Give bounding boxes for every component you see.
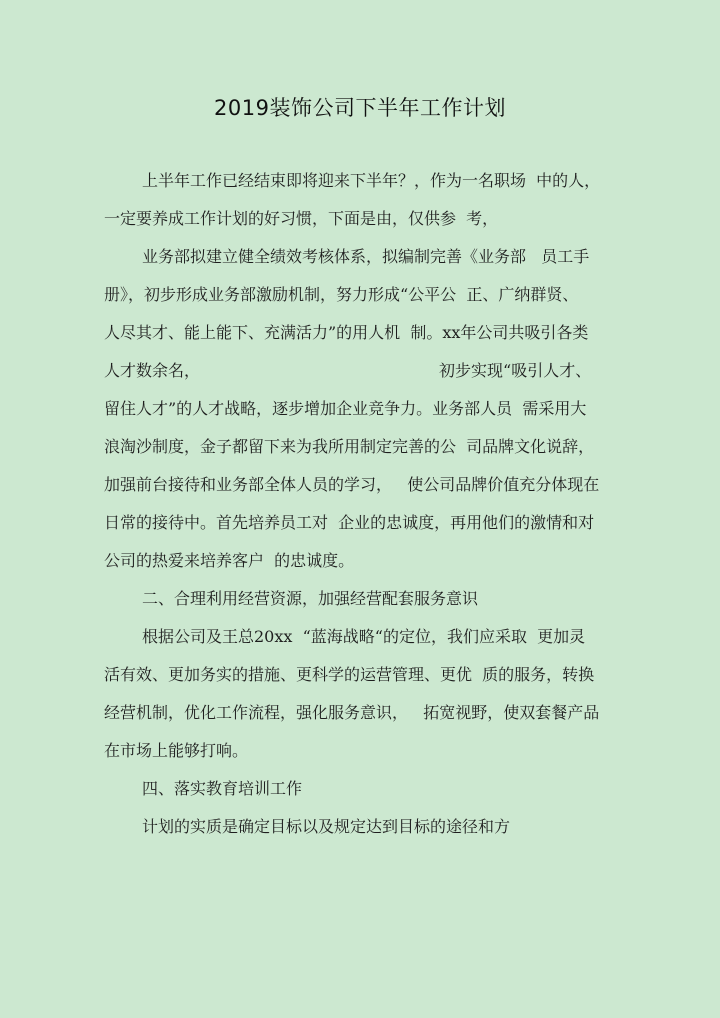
paragraph-line: 在市场上能够打响。 [104,741,249,760]
section-heading: 四、落实教育培训工作 [142,779,303,798]
paragraph-line: 计划的实质是确定目标以及规定达到目标的途径和方 [142,817,511,836]
paragraph-line: 留住人才”的人才战略，逐步增加企业竞争力。业务部人员 需采用大 [104,399,587,418]
paragraph-line: 业务部拟建立健全绩效考核体系，拟编制完善《业务部 员工手 [142,247,590,266]
paragraph-line: 上半年工作已经结束即将迎来下半年？，作为一名职场 中的人， [142,171,601,190]
paragraph-line: 加强前台接待和业务部全体人员的学习， 使公司品牌价值充分体现在 [104,475,600,494]
paragraph-line: 根据公司及王总20xx “蓝海战略“的定位，我们应采取 更加灵 [142,627,586,646]
paragraph-line: 活有效、更加务实的措施、更科学的运营管理、更优 质的服务，转换 [104,665,595,684]
paragraph-line: 日常的接待中。首先培养员工对 企业的忠诚度，再用他们的激情和对 [104,513,595,532]
paragraph-line: 册》，初步形成业务部激励机制，努力形成“公平公 正、广纳群贤、 [104,285,579,304]
paragraph-line: 人才数余名， 初步实现“吸引人才、 [104,361,592,380]
document-title: 2019装饰公司下半年工作计划 [214,96,506,120]
paragraph-line: 浪淘沙制度，金子都留下来为我所用制定完善的公 司品牌文化说辞， [104,437,595,456]
paragraph-line: 一定要养成工作计划的好习惯，下面是由，仅供参 考， [104,209,499,228]
paragraph-line: 人尽其才、能上能下、充满活力”的用人机 制。xx年公司共吸引各类 [104,323,589,342]
section-heading: 二、合理利用经营资源，加强经营配套服务意识 [142,589,479,608]
paragraph-line: 经营机制，优化工作流程，强化服务意识， 拓宽视野，使双套餐产品 [104,703,600,722]
document-body [104,166,619,850]
paragraph-line: 公司的热爱来培养客户 的忠诚度。 [104,551,355,570]
